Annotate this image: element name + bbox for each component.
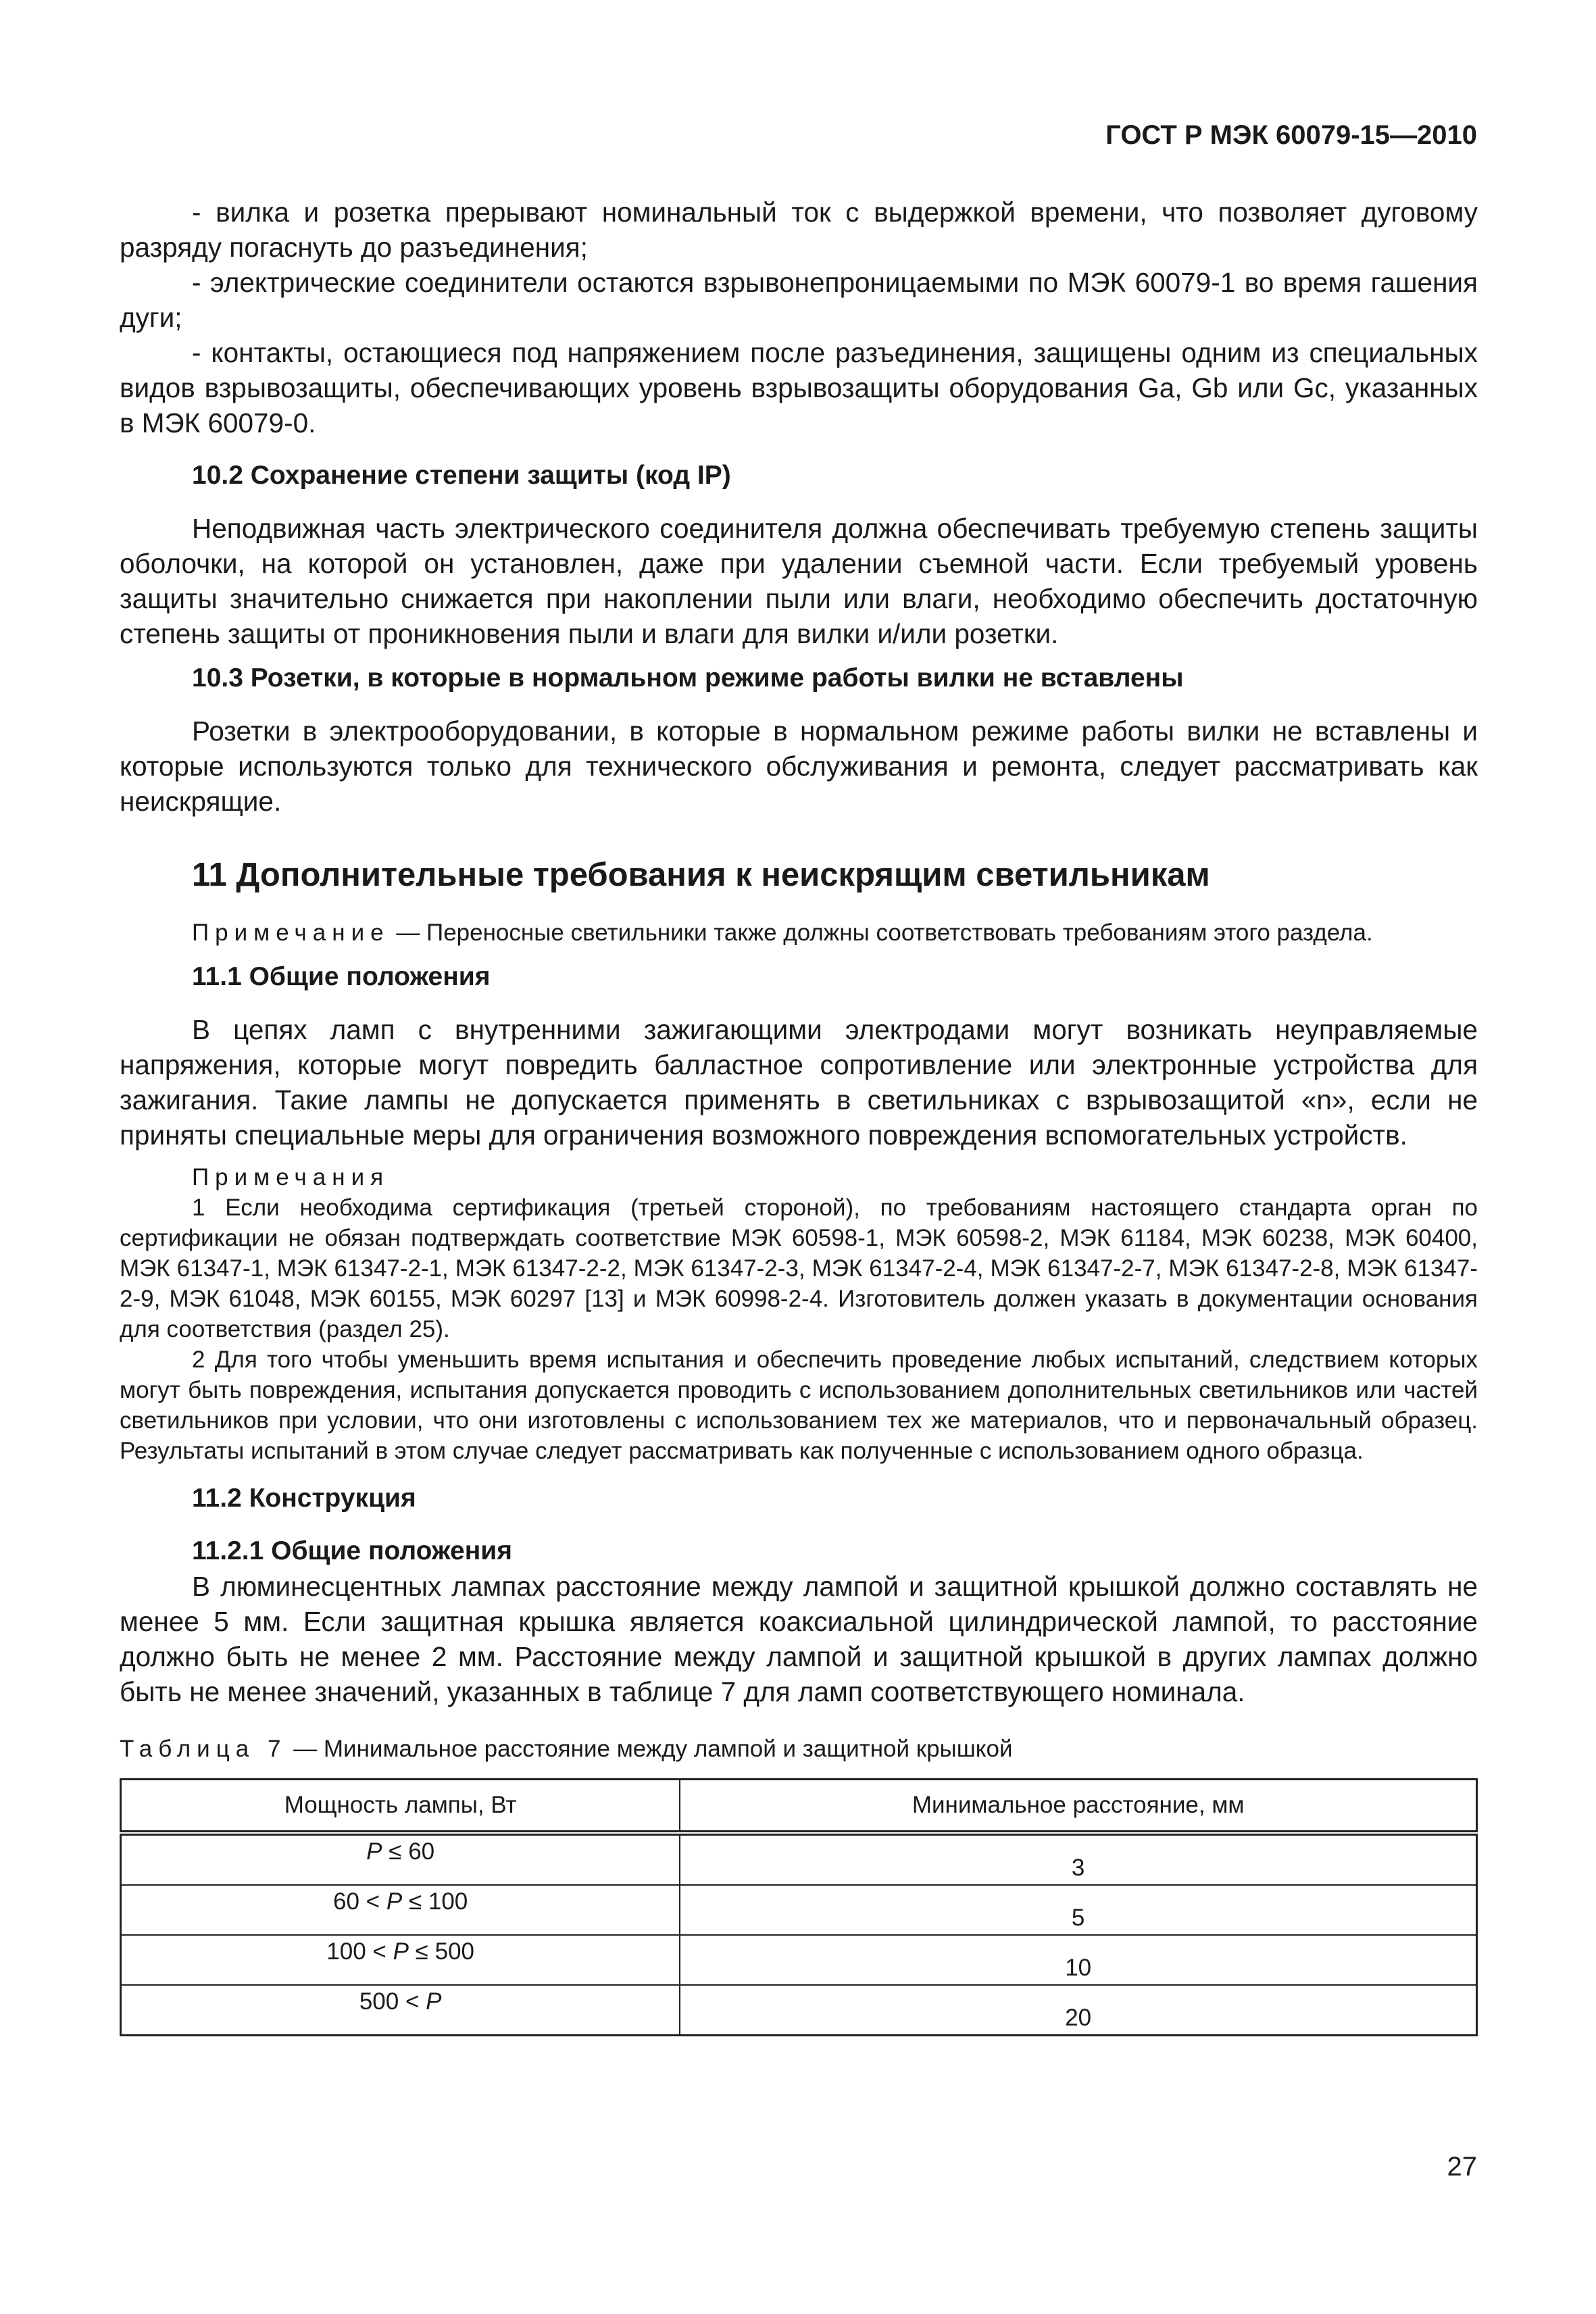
table-cell-distance: 5 (680, 1885, 1476, 1935)
section-11-1-heading: 11.1 Общие положения (192, 962, 491, 991)
section-10-2-heading: 10.2 Сохранение степени защиты (код IP) (192, 461, 731, 490)
table-caption-text: — Минимальное расстояние между лампой и защитной крышкой (293, 1736, 1013, 1762)
table-header-row (121, 1780, 1477, 1834)
intro-item-2: - электрические соединители остаются взрывонепроницаемыми по МЭК 60079-1 во время гашения дуги; (120, 267, 1478, 333)
section-11-2-1-text: В люминесцентных лампах расстояние между лампой и защитной крышкой должно составлять не менее 5 мм. Если защитная крышка является коаксиальной цилиндрической лампой, то расстояние должно быть не менее 2 мм. Расстояние между лампой и защитной крышкой в других лампах должно быть не менее значений, указанных в таблице 7 для ламп соответствующего номинала. (120, 1571, 1478, 1707)
variable-p: P (393, 1938, 409, 1965)
variable-p: P (366, 1838, 382, 1865)
table-cell-power: P ≤ 60 (121, 1833, 680, 1885)
table-row (121, 1833, 1477, 1885)
section-10-3-text: Розетки в электрооборудовании, в которые в нормальном режиме работы вилки не вставлены и которые используются только для технического обслуживания и ремонта, следует рассматривать как неискрящие. (120, 715, 1478, 817)
note-label: Примечание (192, 920, 390, 946)
table-cell-power: 100 < P ≤ 500 (121, 1935, 680, 1985)
table-header-distance: Минимальное расстояние, мм (680, 1780, 1476, 1834)
section-11-1-notes (120, 1162, 1478, 1466)
table-cell-power: 60 < P ≤ 100 (121, 1885, 680, 1935)
notes-label: Примечания (192, 1164, 390, 1190)
table-cell-power: 500 < P (121, 1985, 680, 2036)
note-2: 2 Для того чтобы уменьшить время испытания и обеспечить проведение любых испытаний, следствием которых могут быть повреждения, испытания допускается проводить с использованием дополнительных светильников или частей светильников при условии, что они изготовлены с использованием тех же материалов, что и первоначальный образец. Результаты испытаний в этом случае следует рассматривать как полученные с использованием одного образца. (120, 1347, 1478, 1464)
section-11-2-heading: 11.2 Конструкция (192, 1484, 416, 1513)
table-7 (120, 1778, 1478, 2036)
variable-p: P (386, 1888, 403, 1915)
table-row (121, 1985, 1477, 2036)
table-header-power: Мощность лампы, Вт (121, 1780, 680, 1834)
section-10-2-text: Неподвижная часть электрического соединителя должна обеспечивать требуемую степень защиты оболочки, на которой он установлен, даже при удалении съемной части. Если требуемый уровень защиты значительно снижается при накоплении пыли или влаги, необходимо обеспечить достаточную степень защиты от проникновения пыли и влаги для вилки и/или розетки. (120, 513, 1478, 649)
page-body (120, 120, 1478, 2036)
table-row (121, 1885, 1477, 1935)
table-label: Таблица 7 (120, 1736, 287, 1762)
section-11-note (120, 917, 1478, 949)
doc-header-id: ГОСТ Р МЭК 60079-15—2010 (1105, 120, 1477, 150)
variable-p: P (426, 1988, 442, 2015)
table-cell-distance: 10 (680, 1935, 1476, 1985)
intro-item-3: - контакты, остающиеся под напряжением после разъединения, защищены одним из специальных видов взрывозащиты, обеспечивающих уровень взрывозащиты оборудования Ga, Gb или Gc, указанных в МЭК 60079-0. (120, 337, 1478, 438)
table-cell-distance: 3 (680, 1833, 1476, 1885)
section-10-3-heading: 10.3 Розетки, в которые в нормальном режиме работы вилки не вставлены (192, 663, 1184, 693)
table-7-caption (120, 1734, 1478, 1765)
table-cell-distance: 20 (1065, 2005, 1092, 2031)
section-11-heading: 11 Дополнительные требования к неискрящим светильникам (192, 857, 1210, 893)
note-text: — Переносные светильники также должны соответствовать требованиям этого раздела. (396, 920, 1373, 946)
table-row (121, 1935, 1477, 1985)
note-1: 1 Если необходима сертификация (третьей стороной), по требованиям настоящего стандарта орган по сертификации не обязан подтверждать соответствие МЭК 60598-1, МЭК 60598-2, МЭК 61184, МЭК 60238, МЭК 60400, МЭК 61347-1, МЭК 61347-2-1, МЭК 61347-2-2, МЭК 61347-2-3, МЭК 61347-2-4, МЭК 61347-2-7, МЭК 61347-2-8, МЭК 61347-2-9, МЭК 61048, МЭК 60155, МЭК 60297 [13] и МЭК 60998-2-4. Изготовитель должен указать в документации основания для соответствия (раздел 25). (120, 1194, 1478, 1342)
section-11-2-1-heading: 11.2.1 Общие положения (192, 1536, 513, 1565)
page-number: 27 (1447, 2152, 1477, 2182)
intro-item-1: - вилка и розетка прерывают номинальный ток с выдержкой времени, что позволяет дуговому разряду погаснуть до разъединения; (120, 197, 1478, 263)
section-11-1-text: В цепях ламп с внутренними зажигающими электродами могут возникать неуправляемые напряжения, которые могут повредить балластное сопротивление или электронные устройства для зажигания. Такие лампы не допускается применять в светильниках с взрывозащитой «n», если не приняты специальные меры для ограничения возможного повреждения вспомогательных устройств. (120, 1014, 1478, 1151)
